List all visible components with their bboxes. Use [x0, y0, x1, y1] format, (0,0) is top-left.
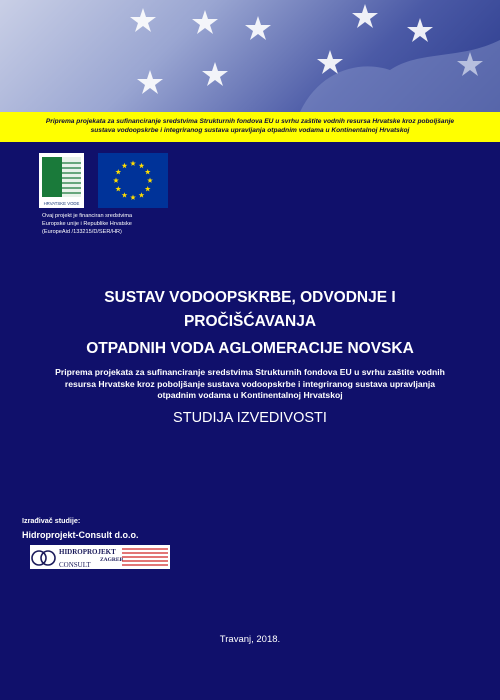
hrvatske-vode-logo: [39, 153, 84, 208]
hidroprojekt-logo-bottom: CONSULT: [59, 561, 91, 569]
funding-note-line-3: (EuropeAid /133215/D/SER/HR): [42, 229, 122, 235]
funding-note-line-2: Europske unije i Republike Hrvatske: [42, 221, 132, 227]
hidroprojekt-logo-top: HIDROPROJEKT: [59, 548, 116, 556]
project-banner-line-2: sustava vodoopskrbe i integriranog sustava upravljanja otpadnim vodama u Kontinentalnoj Hrvatskoj: [90, 127, 410, 134]
funding-note-line-1: Ovaj projekt je financiran sredstvima: [42, 213, 133, 219]
hrvatske-vode-logo-text: HRVATSKE VODE: [43, 201, 80, 206]
document-subtitle: [40, 367, 460, 402]
document-date: Travanj, 2018.: [219, 634, 281, 645]
document-type: STUDIJA IZVEDIVOSTI: [173, 410, 327, 426]
document-title-line-3: OTPADNIH VODA AGLOMERACIJE NOVSKA: [86, 340, 414, 357]
subtitle-line-2: resursa Hrvatske kroz poboljšanje sustava vodoopskrbe i integriranog sustava upravljanja: [64, 378, 436, 389]
hero-banner-image: [0, 0, 500, 112]
author-company: Hidroprojekt-Consult d.o.o.: [22, 530, 139, 540]
document-title-line-1: SUSTAV VODOOPSKRBE, ODVODNJE I: [104, 289, 396, 306]
eu-flag-icon: [98, 153, 168, 208]
hidroprojekt-logo-mid: ZAGREB: [100, 557, 124, 563]
project-banner-line-1: Priprema projekata za sufinanciranje sredstvima Strukturnih fondova EU u svrhu zaštite vodnih resursa Hrvatske kroz poboljšanje: [45, 118, 455, 125]
subtitle-line-3: otpadnim vodama u Kontinentalnoj Hrvatskoj: [157, 390, 343, 400]
document-title-line-2: PROČIŠĆAVANJA: [183, 313, 317, 330]
project-banner: [0, 112, 500, 142]
author-label: Izrađivač studije:: [22, 516, 81, 525]
funding-note: [42, 212, 182, 236]
hidroprojekt-logo: [30, 545, 170, 569]
subtitle-line-1: Priprema projekata za sufinanciranje sredstvima Strukturnih fondova EU u svrhu zaštite vodnih: [55, 367, 445, 377]
